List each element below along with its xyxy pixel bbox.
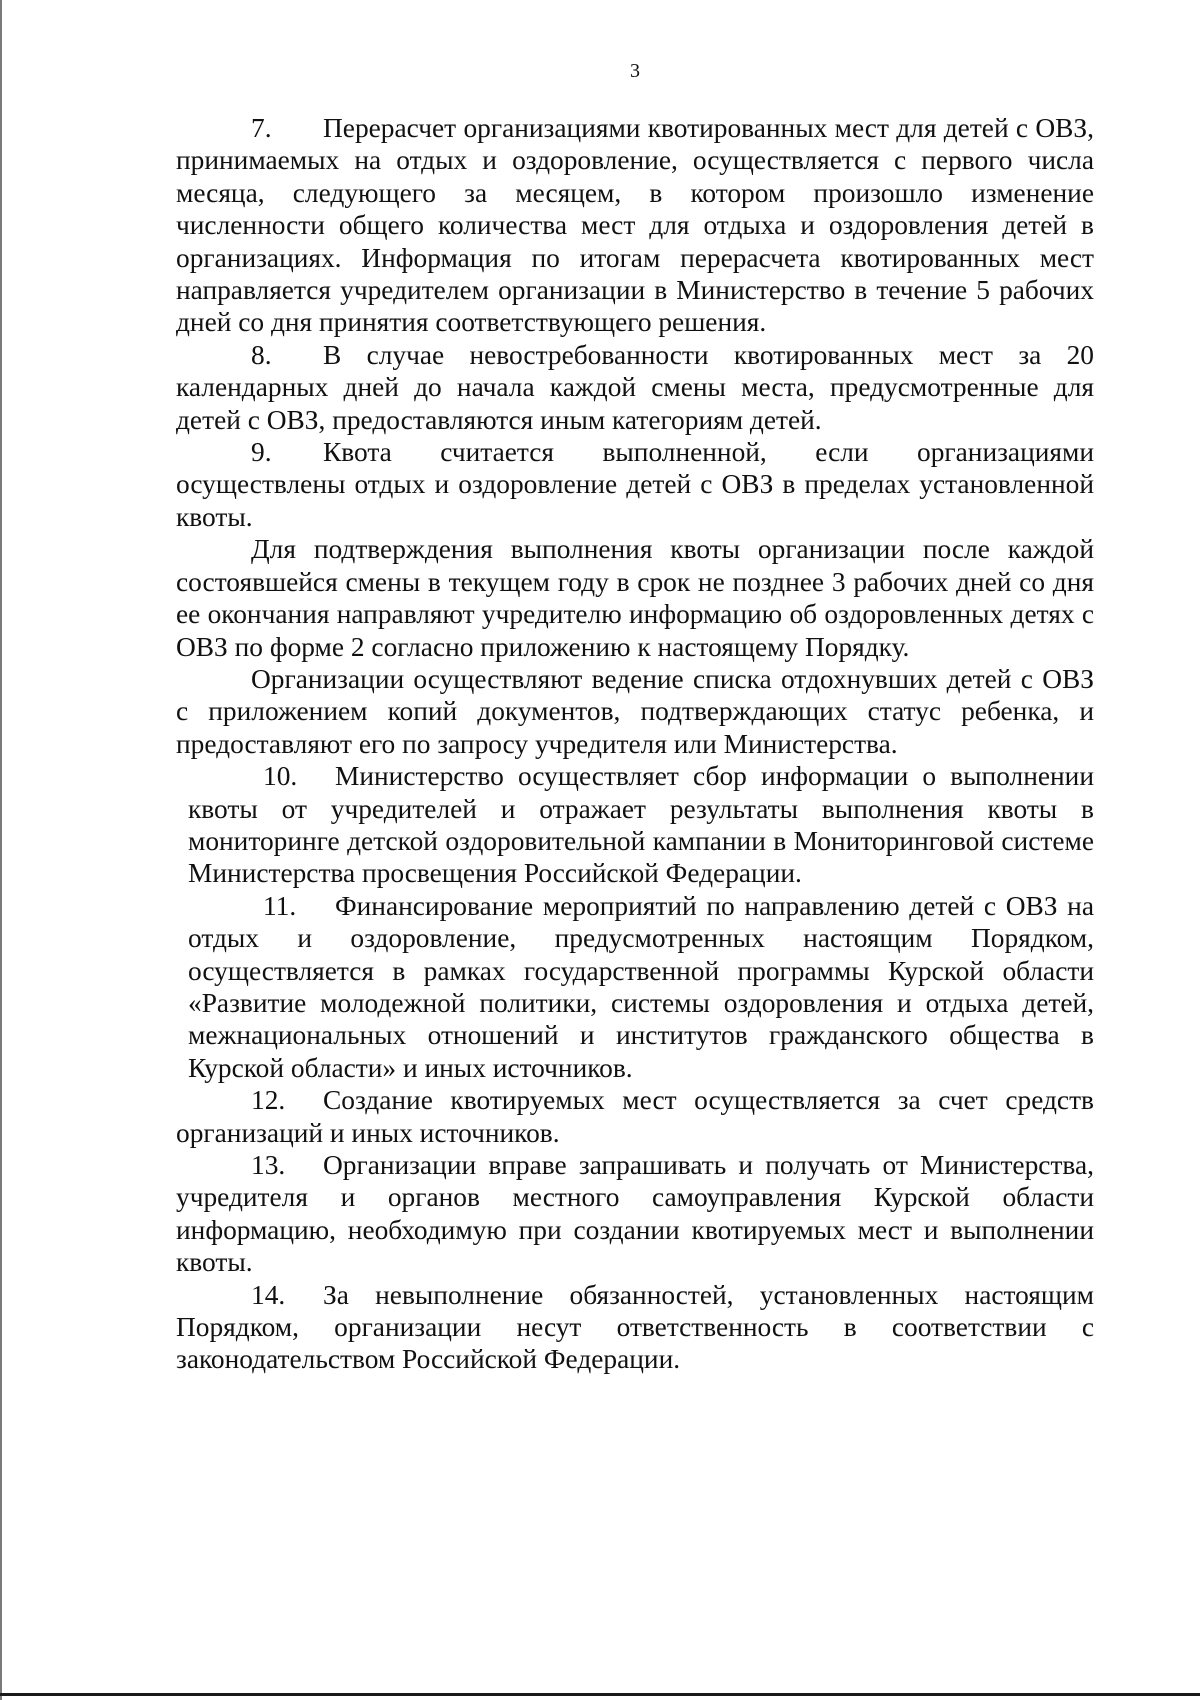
paragraph-14 — [176, 1279, 1094, 1376]
paragraph-number: 7. — [251, 113, 272, 143]
paragraph-text: Для подтверждения выполнения квоты организации после каждой состоявшейся смены в текущем году в срок не позднее 3 рабочих дней со дня ее окончания направляют учредителю информацию об оздоровленных детях с ОВЗ по форме 2 согласно приложению к настоящему Порядку. — [176, 534, 1094, 662]
paragraph-13 — [176, 1149, 1094, 1279]
paragraph-number: 13. — [251, 1150, 286, 1180]
paragraph-9-list — [176, 663, 1094, 760]
paragraph-number: 12. — [251, 1085, 286, 1116]
document-body — [176, 112, 1094, 1376]
paragraph-number: 10. — [263, 761, 298, 792]
paragraph-text: Квота считается выполненной, если организациями осуществлены отдых и оздоровление детей с ОВЗ в пределах установленной квоты. — [176, 437, 1094, 532]
paragraph-text: За невыполнение обязанностей, установленных настоящим Порядком, организации несут ответственность в соответствии с законодательством Российской Федерации. — [176, 1279, 1094, 1375]
paragraph-11 — [176, 890, 1094, 1084]
paragraph-number: 11. — [263, 890, 297, 921]
paragraph-12 — [176, 1084, 1094, 1149]
paragraph-text: Министерство осуществляет сбор информации о выполнении квоты от учредителей и отражает результаты выполнения квоты в мониторинге детской оздоровительной кампании в Мониторинговой системе Министерства просвещения Российской Федерации. — [188, 761, 1094, 889]
scan-bottom-edge — [0, 1693, 1200, 1696]
paragraph-8 — [176, 339, 1094, 436]
paragraph-number: 9. — [251, 437, 272, 468]
paragraph-text: Перерасчет организациями квотированных мест для детей с ОВЗ, принимаемых на отдых и оздоровление, осуществляется с первого числа месяца, следующего за месяцем, в котором произошло изменение численности общего количества мест для отдыха и оздоровления детей в организациях. Информация по итогам перерасчета квотированных мест направляется учредителем организации в Министерство в течение 5 рабочих дней со дня принятия соответствующего решения. — [176, 113, 1094, 338]
paragraph-9-confirmation — [176, 533, 1094, 663]
paragraph-7 — [176, 112, 1094, 339]
paragraph-10 — [176, 760, 1094, 890]
paragraph-text: Организации вправе запрашивать и получать от Министерства, учредителя и органов местного самоуправления Курской области информацию, необходимую при создании квотируемых мест и выполнении квоты. — [176, 1150, 1094, 1278]
page-number: 3 — [630, 60, 640, 82]
paragraph-text: В случае невостребованности квотированных мест за 20 календарных дней до начала каждой смены места, предусмотренные для детей с ОВЗ, предоставляются иным категориям детей. — [176, 339, 1094, 435]
paragraph-9 — [176, 436, 1094, 533]
paragraph-text: Организации осуществляют ведение списка отдохнувших детей с ОВЗ с приложением копий документов, подтверждающих статус ребенка, и предоставляют его по запросу учредителя или Министерства. — [176, 663, 1094, 759]
paragraph-text: Создание квотируемых мест осуществляется за счет средств организаций и иных источников. — [176, 1085, 1094, 1148]
scan-left-edge — [0, 0, 2, 1700]
paragraph-number: 14. — [251, 1279, 286, 1310]
paragraph-text: Финансирование мероприятий по направлению детей с ОВЗ на отдых и оздоровление, предусмотренных настоящим Порядком, осуществляется в рамках государственной программы Курской области «Развитие молодежной политики, системы оздоровления и отдыха детей, межнациональных отношений и институтов гражданского общества в Курской области» и иных источников. — [188, 890, 1094, 1083]
paragraph-number: 8. — [251, 339, 272, 370]
